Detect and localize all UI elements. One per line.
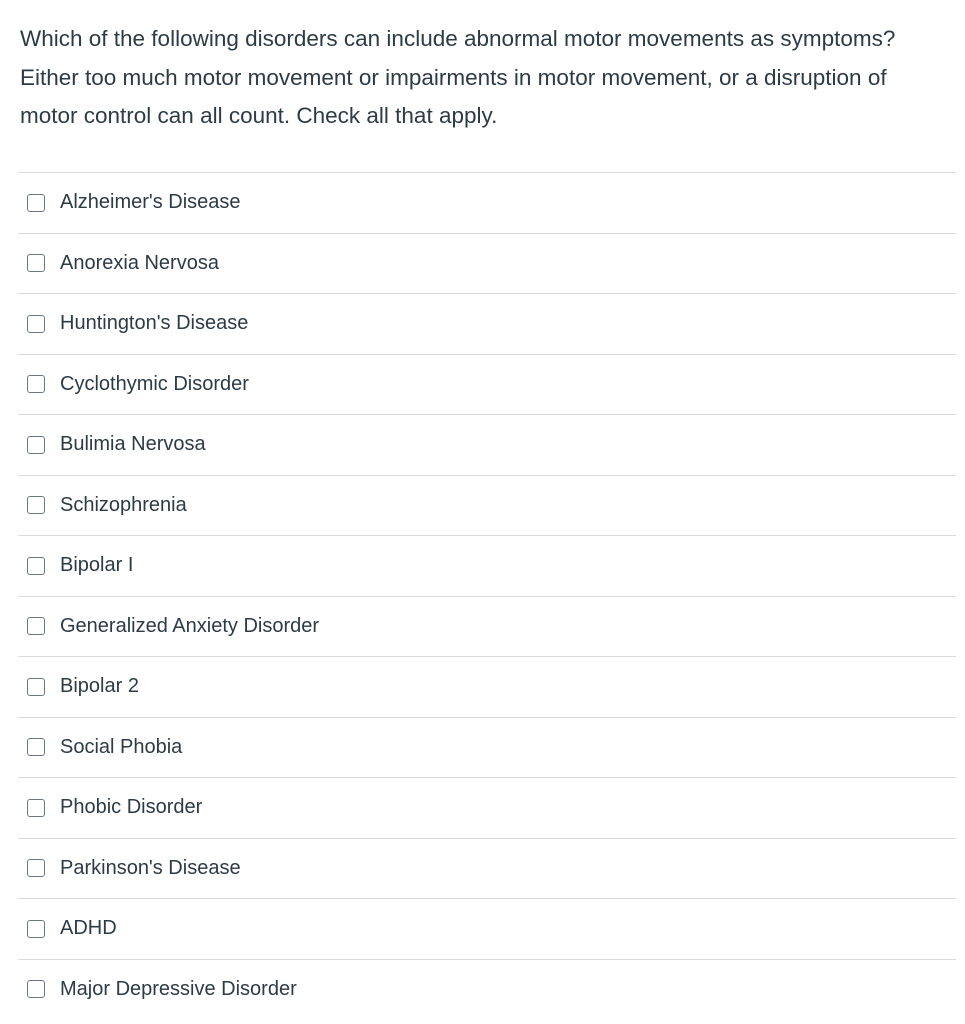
option-label: Bipolar I <box>60 554 134 577</box>
option-1[interactable] <box>18 233 956 294</box>
checkbox[interactable] <box>27 375 45 393</box>
option-label: ADHD <box>60 917 117 940</box>
checkbox[interactable] <box>27 738 45 756</box>
option-label: Cyclothymic Disorder <box>60 372 249 395</box>
checkbox[interactable] <box>27 980 45 998</box>
option-9[interactable] <box>18 717 956 778</box>
option-4[interactable] <box>18 414 956 475</box>
checkbox[interactable] <box>27 194 45 212</box>
option-label: Schizophrenia <box>60 493 187 516</box>
answer-options <box>18 172 956 1019</box>
option-5[interactable] <box>18 475 956 536</box>
option-2[interactable] <box>18 293 956 354</box>
option-8[interactable] <box>18 656 956 717</box>
checkbox[interactable] <box>27 557 45 575</box>
option-label: Bipolar 2 <box>60 675 139 698</box>
checkbox[interactable] <box>27 617 45 635</box>
option-6[interactable] <box>18 535 956 596</box>
checkbox[interactable] <box>27 799 45 817</box>
option-label: Huntington's Disease <box>60 312 249 335</box>
option-label: Anorexia Nervosa <box>60 251 219 274</box>
option-label: Social Phobia <box>60 735 183 758</box>
option-label: Parkinson's Disease <box>60 856 241 879</box>
option-13[interactable] <box>18 959 956 1020</box>
checkbox[interactable] <box>27 920 45 938</box>
checkbox[interactable] <box>27 315 45 333</box>
option-11[interactable] <box>18 838 956 899</box>
checkbox[interactable] <box>27 678 45 696</box>
option-3[interactable] <box>18 354 956 415</box>
option-label: Generalized Anxiety Disorder <box>60 614 320 637</box>
option-label: Bulimia Nervosa <box>60 433 206 456</box>
checkbox[interactable] <box>27 496 45 514</box>
checkbox[interactable] <box>27 859 45 877</box>
option-label: Alzheimer's Disease <box>60 191 241 214</box>
option-10[interactable] <box>18 777 956 838</box>
option-7[interactable] <box>18 596 956 657</box>
checkbox[interactable] <box>27 254 45 272</box>
checkbox[interactable] <box>27 436 45 454</box>
question-text: Which of the following disorders can include abnormal motor movements as symptoms? Either too much motor movement or impairments in motor movement, or a disruption of motor control can all count. Check all that apply. <box>20 26 896 128</box>
option-label: Phobic Disorder <box>60 796 203 819</box>
option-12[interactable] <box>18 898 956 959</box>
option-label: Major Depressive Disorder <box>60 977 297 1000</box>
option-0[interactable] <box>18 172 956 233</box>
